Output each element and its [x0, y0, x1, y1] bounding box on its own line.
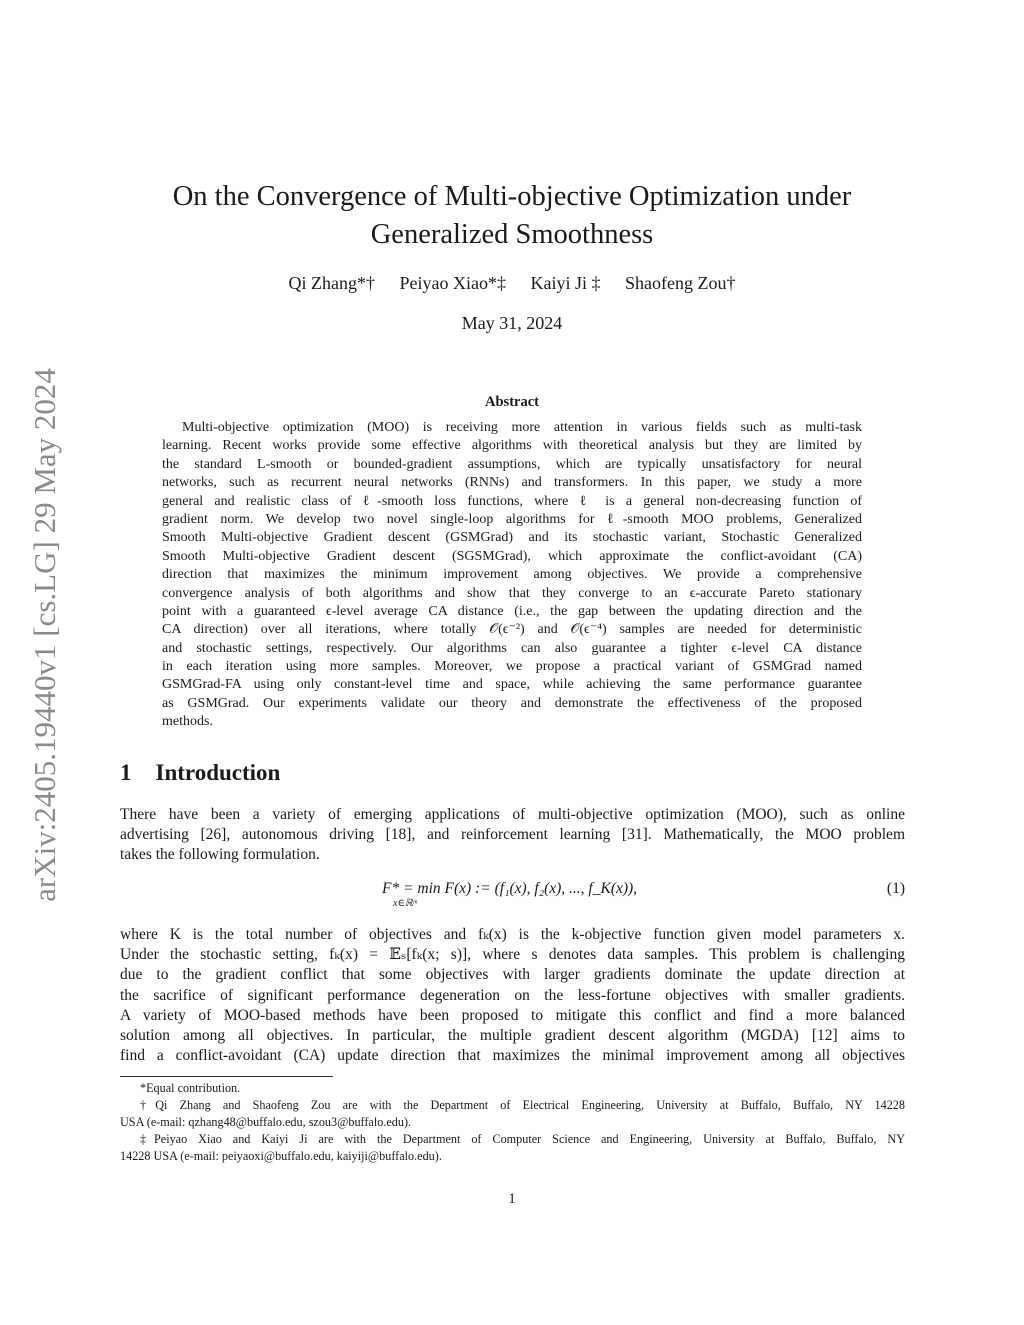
footnote-rule	[120, 1076, 333, 1077]
text-line: where K is the total number of objectives and fₖ(x) is the k-objective function given model parameters x.	[120, 926, 905, 943]
intro-paragraph-1	[120, 805, 905, 866]
text-line: gradient norm. We develop two novel single-loop algorithms for ℓ-smooth MOO problems, Generalized	[162, 511, 862, 527]
text-line: Multi-objective optimization (MOO) is receiving more attention in various fields such as multi-task	[182, 420, 862, 435]
equation-number: (1)	[886, 880, 905, 897]
equation-body: F* = min F(x) := (f₁(x), f₂(x), ..., f_K(x)),	[382, 880, 638, 897]
equation-subscript: x∈ℝᵐ	[393, 898, 417, 909]
text-line: the standard L-smooth or bounded-gradient assumptions, which are typically unsatisfactory for neural	[162, 456, 862, 472]
page-number: 1	[508, 1191, 516, 1207]
text-line: USA (e-mail: qzhang48@buffalo.edu, szou3@buffalo.edu).	[120, 1115, 412, 1129]
author: Shaofeng Zou†	[624, 273, 736, 293]
text-line: GSMGrad-FA using only constant-level time and space, while achieving the same performance guarantee	[162, 677, 862, 693]
abstract-heading: Abstract	[485, 394, 539, 410]
text-line: as GSMGrad. Our experiments validate our theory and demonstrate the effectiveness of the proposed	[162, 695, 862, 711]
author-list	[0, 273, 1024, 294]
text-line: networks, such as recurrent neural networks (RNNs) and transformers. In this paper, we study a more	[162, 475, 862, 491]
author: Kaiyi Ji ‡	[530, 273, 601, 293]
text-line: in each iteration using more samples. Moreover, we propose a practical variant of GSMGrad named	[162, 659, 862, 675]
author: Qi Zhang*†	[288, 273, 375, 293]
text-line: takes the following formulation.	[120, 846, 320, 864]
text-line: A variety of MOO-based methods have been proposed to mitigate this conflict and find a more balanced	[120, 1006, 905, 1024]
text-line: Under the stochastic setting, fₖ(x) = 𝔼ₛ[fₖ(x; s)], where s denotes data samples. This problem is challenging	[120, 946, 905, 964]
text-line: convergence analysis of both algorithms and show that they converge to an ϵ-accurate Pareto stationary	[162, 585, 862, 601]
section-heading	[120, 760, 280, 786]
section-number: 1	[120, 760, 132, 785]
text-line: advertising [26], autonomous driving [18], and reinforcement learning [31]. Mathematically, the MOO problem	[120, 826, 905, 844]
text-line: *Equal contribution.	[140, 1081, 241, 1095]
author: Peiyao Xiao*‡	[399, 273, 506, 293]
paper-date: May 31, 2024	[461, 313, 563, 333]
text-line: and stochastic settings, respectively. Our algorithms can also guarantee a tighter ϵ-level CA distance	[162, 640, 862, 656]
text-line: There have been a variety of emerging applications of multi-objective optimization (MOO), such as online	[120, 806, 905, 823]
text-line: 14228 USA (e-mail: peiyaoxi@buffalo.edu, kaiyiji@buffalo.edu).	[120, 1149, 442, 1163]
text-line: methods.	[162, 714, 213, 730]
text-line: †Qi Zhang and Shaofeng Zou are with the Department of Electrical Engineering, University at Buffalo, Buffalo, NY 14228	[140, 1098, 905, 1112]
title-line: Generalized Smoothness	[370, 219, 654, 250]
text-line: Smooth Multi-objective Gradient descent (SGSMGrad), which approximate the conflict-avoidant (CA)	[162, 548, 862, 564]
text-line: CA direction) over all iterations, where totally 𝒪(ϵ⁻²) and 𝒪(ϵ⁻⁴) samples are needed for deterministic	[162, 622, 862, 638]
text-line: the sacrifice of significant performance degeneration on the less-fortune objectives with smaller gradients.	[120, 986, 905, 1004]
title-line: On the Convergence of Multi-objective Optimization under	[172, 181, 852, 212]
text-line: learning. Recent works provide some effective algorithms with theoretical analysis but they are limited by	[162, 438, 862, 454]
text-line: ‡Peiyao Xiao and Kaiyi Ji are with the Department of Computer Science and Engineering, University at Buffalo, Buffalo, NY	[140, 1132, 905, 1146]
section-title: Introduction	[155, 760, 281, 785]
text-line: point with a guaranteed ϵ-level average CA distance (i.e., the gap between the updating direction and the	[162, 603, 862, 619]
text-line: general and realistic class of ℓ-smooth loss functions, where ℓ is a general non-decreasing function of	[162, 493, 862, 509]
text-line: Smooth Multi-objective Gradient descent (GSMGrad) and its stochastic variant, Stochastic Generalized	[162, 530, 862, 546]
intro-paragraph-2	[120, 925, 905, 1066]
abstract-body	[162, 419, 862, 732]
paper-title	[0, 178, 1024, 254]
footnotes	[120, 1080, 905, 1165]
text-line: due to the gradient conflict that some objectives with larger gradients dominate the update direction at	[120, 966, 905, 984]
arxiv-stamp: arXiv:2405.19440v1 [cs.LG] 29 May 2024	[27, 368, 62, 902]
text-line: solution among all objectives. In particular, the multiple gradient descent algorithm (MGDA) [12] aims to	[120, 1026, 905, 1044]
text-line: direction that maximizes the minimum improvement among objectives. We provide a comprehensive	[162, 567, 862, 583]
text-line: find a conflict-avoidant (CA) update direction that maximizes the minimal improvement among all objectives	[120, 1047, 905, 1065]
